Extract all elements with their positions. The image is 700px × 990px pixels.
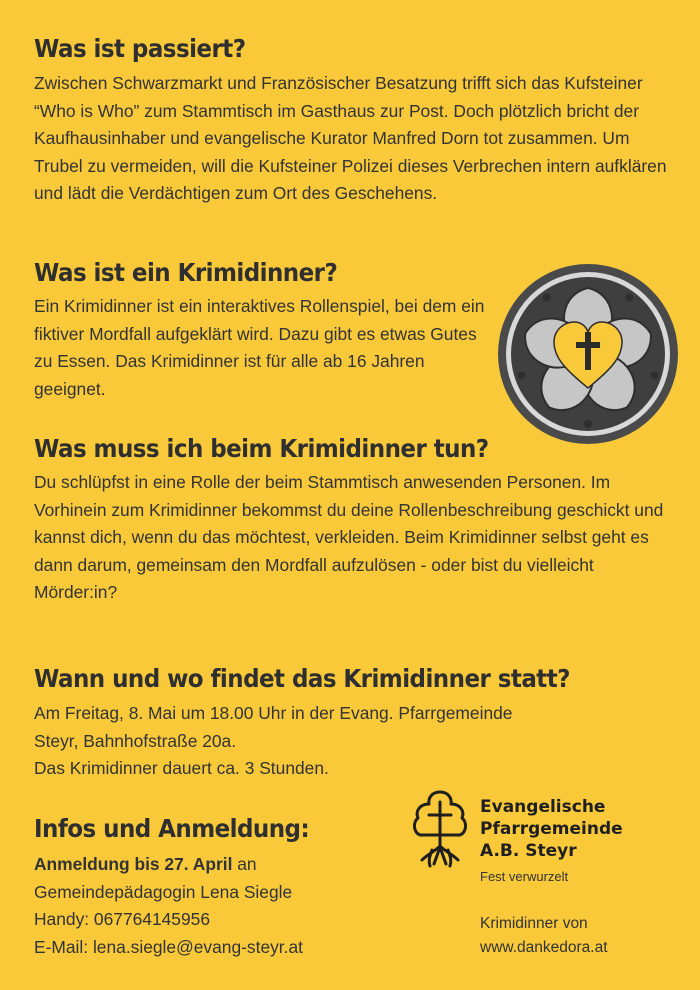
heading-what-to-do: Was muss ich beim Krimidinner tun? [34, 434, 489, 463]
text-what-to-do: Du schlüpfst in eine Rolle der beim Stammtisch anwesenden Personen. Im Vorhinein zum Krimidinner bekommst du deine Rollenbeschreibung geschickt und kannst dich, wenn du das möchtest, verkleiden. Beim Krimidinner selbst geht es dann darum, gemeinsam den Mordfall aufzulösen - oder bist du vielleicht Mörder:in? [34, 472, 664, 602]
contact-person: Gemeindepädagogin Lena Siegle [34, 881, 293, 902]
registration-deadline-rest: an [232, 854, 257, 874]
credit-url: www.dankedora.at [480, 939, 608, 956]
when-where-line2: Steyr, Bahnhofstraße 20a. [34, 730, 237, 751]
heading-what-is: Was ist ein Krimidinner? [34, 258, 338, 287]
contact-email: E-Mail: lena.siegle@evang-steyr.at [34, 936, 303, 957]
parish-tagline: Fest verwurzelt [480, 869, 569, 884]
text-info [34, 851, 414, 961]
heading-when-where: Wann und wo findet das Krimidinner statt? [34, 664, 570, 693]
registration-deadline: Anmeldung bis 27. April [34, 854, 233, 874]
when-where-line1: Am Freitag, 8. Mai um 18.00 Uhr in der Evang. Pfarrgemeinde [34, 703, 513, 723]
heading-info: Infos und Anmeldung: [34, 814, 310, 843]
section-what-is [34, 258, 494, 403]
heading-what-happened: Was ist passiert? [34, 34, 246, 63]
text-when-where [34, 700, 674, 783]
section-info [34, 814, 414, 961]
parish-name-line2: Pfarrgemeinde [480, 819, 623, 839]
credit [480, 912, 608, 960]
parish-name-line3: A.B. Steyr [480, 841, 577, 861]
when-where-line3: Das Krimidinner dauert ca. 3 Stunden. [34, 758, 329, 778]
tree-cross-icon [410, 788, 470, 868]
text-what-is: Ein Krimidinner ist ein interaktives Rollenspiel, bei dem ein fiktiver Mordfall aufgeklärt wird. Dazu gibt es etwas Gutes zu Essen. Das Krimidinner ist für alle ab 16 Jahren geeignet. [34, 296, 485, 399]
section-what-happened [34, 34, 674, 208]
luther-rose-icon [496, 262, 680, 446]
section-what-to-do [34, 434, 674, 607]
section-when-where [34, 664, 674, 783]
credit-line1: Krimidinner von [480, 915, 588, 932]
contact-phone: Handy: 067764145956 [34, 909, 210, 929]
parish-name [480, 796, 623, 862]
text-what-happened: Zwischen Schwarzmarkt und Französischer Besatzung trifft sich das Kufsteiner “Who is Who” zum Stammtisch im Gasthaus zur Post. Doch plötzlich bricht der Kaufhausinhaber und evangelische Kurator Manfred Dorn tot zusammen. Um Trubel zu vermeiden, will die Kufsteiner Polizei dieses Verbrechen intern aufklären und lädt die Verdächtigen zum Ort des Geschehens. [34, 73, 667, 203]
parish-logo [410, 786, 672, 884]
parish-name-line1: Evangelische [480, 797, 606, 817]
